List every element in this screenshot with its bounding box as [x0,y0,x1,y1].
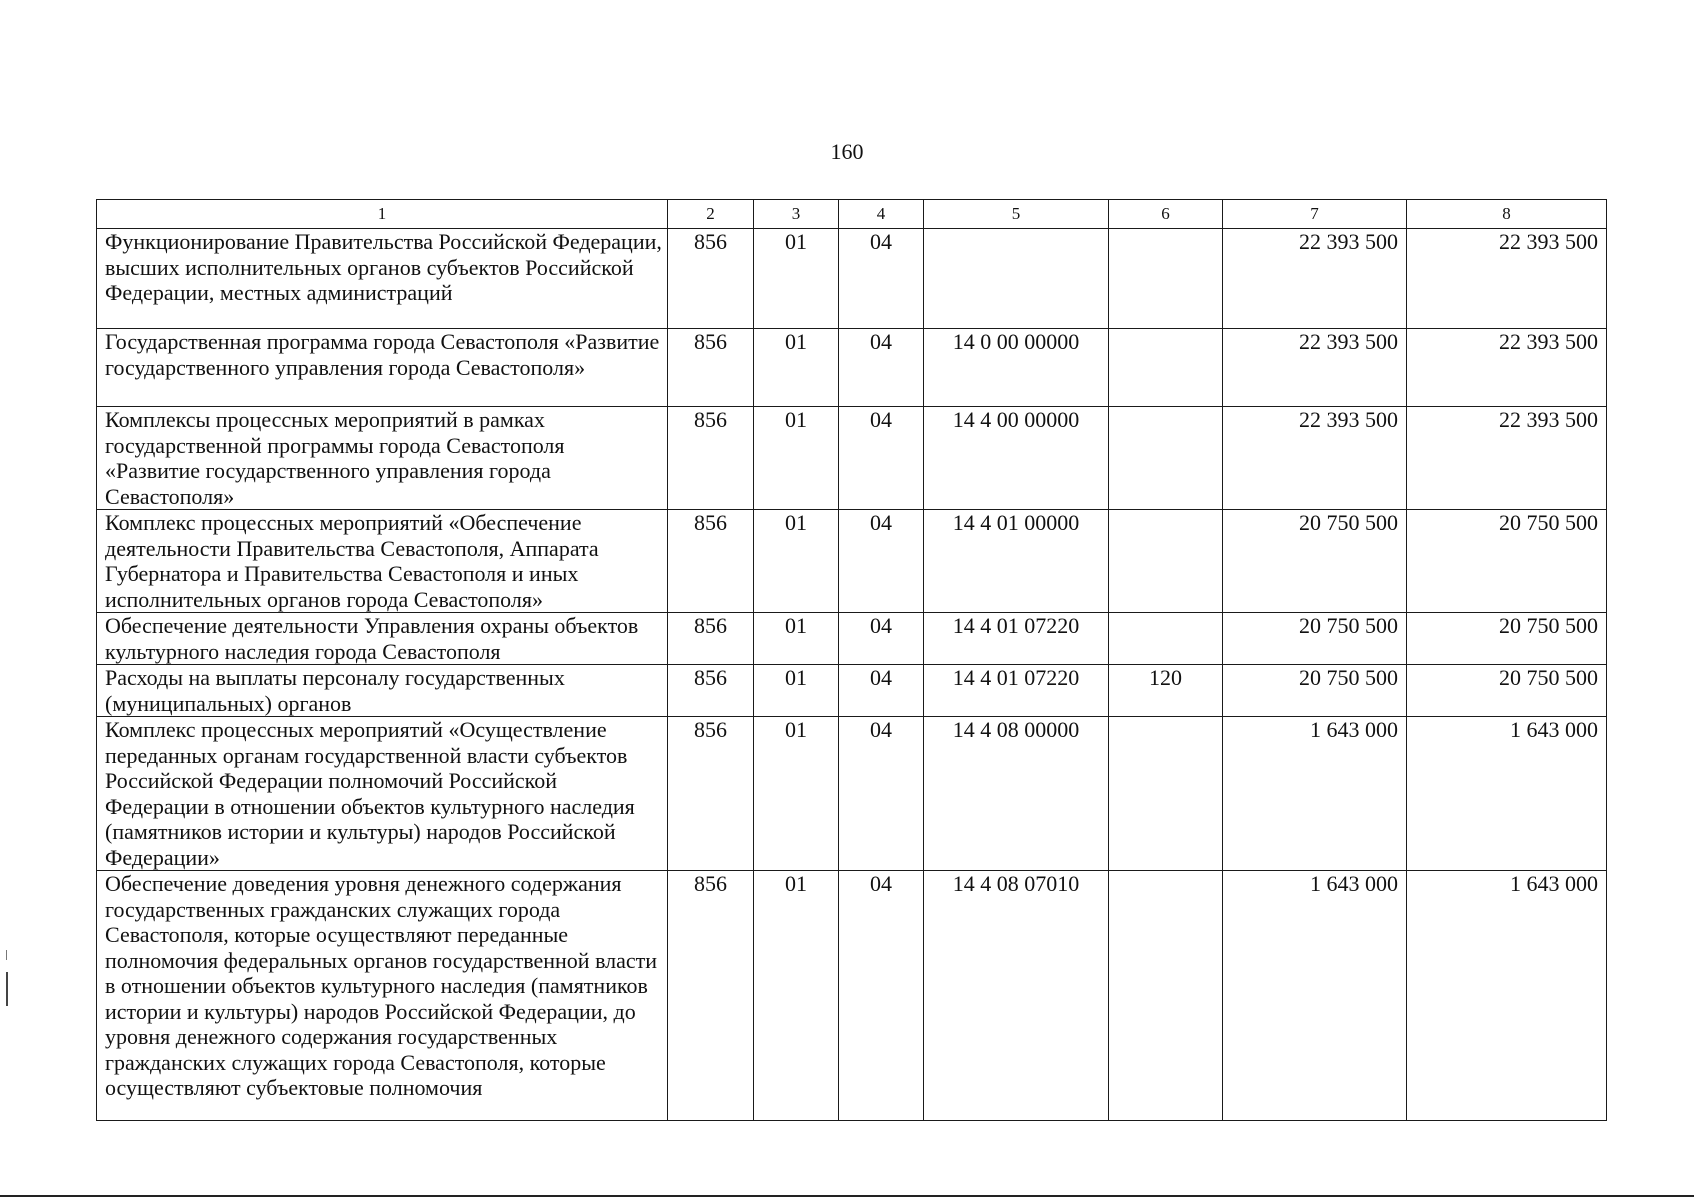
row-code-3: 01 [754,871,839,1121]
row-code-2: 856 [668,665,754,717]
row-amount-7: 22 393 500 [1223,329,1407,407]
table-header-row [97,200,1607,229]
table-row [97,510,1607,613]
row-amount-8: 20 750 500 [1407,665,1607,717]
row-code-4: 04 [839,871,924,1121]
row-code-6: 120 [1109,665,1223,717]
row-code-4: 04 [839,717,924,871]
row-amount-8: 22 393 500 [1407,329,1607,407]
row-code-3: 01 [754,665,839,717]
row-amount-8: 1 643 000 [1407,871,1607,1121]
row-code-3: 01 [754,510,839,613]
row-name: Комплекс процессных мероприятий «Обеспечение деятельности Правительства Севастополя, Аппарата Губернатора и Правительства Севастополя и иных исполнительных органов города Севастополя» [97,510,668,613]
row-code-5: 14 4 00 00000 [924,407,1109,510]
row-amount-8: 1 643 000 [1407,717,1607,871]
row-code-6 [1109,329,1223,407]
column-header-3: 3 [754,200,839,229]
row-amount-8: 20 750 500 [1407,613,1607,665]
row-code-4: 04 [839,407,924,510]
table-row [97,871,1607,1121]
row-amount-8: 22 393 500 [1407,407,1607,510]
table-row [97,329,1607,407]
row-code-5: 14 4 01 00000 [924,510,1109,613]
row-amount-7: 22 393 500 [1223,407,1407,510]
row-code-6 [1109,717,1223,871]
row-amount-8: 22 393 500 [1407,229,1607,329]
row-code-5: 14 4 08 00000 [924,717,1109,871]
row-code-2: 856 [668,510,754,613]
page-bottom-rule [0,1195,1694,1197]
row-code-4: 04 [839,665,924,717]
row-code-6 [1109,613,1223,665]
row-code-2: 856 [668,407,754,510]
row-code-3: 01 [754,407,839,510]
row-amount-7: 20 750 500 [1223,510,1407,613]
row-name: Обеспечение доведения уровня денежного содержания государственных гражданских служащих города Севастополя, которые осуществляют переданные полномочия федеральных органов государственной власти в отношении объектов культурного наследия (памятников истории и культуры) народов Российской Федерации, до уровня денежного содержания государственных гражданских служащих города Севастополя, которые осуществляют субъектовые полномочия [97,871,668,1121]
row-code-4: 04 [839,229,924,329]
row-code-4: 04 [839,613,924,665]
row-name: Комплексы процессных мероприятий в рамках государственной программы города Севастополя «Развитие государственного управления города Севастополя» [97,407,668,510]
row-code-3: 01 [754,717,839,871]
row-code-6 [1109,510,1223,613]
row-name: Обеспечение деятельности Управления охраны объектов культурного наследия города Севастополя [97,613,668,665]
row-code-4: 04 [839,510,924,613]
row-name: Государственная программа города Севастополя «Развитие государственного управления города Севастополя» [97,329,668,407]
column-header-7: 7 [1223,200,1407,229]
row-code-4: 04 [839,329,924,407]
row-code-2: 856 [668,871,754,1121]
row-amount-7: 22 393 500 [1223,229,1407,329]
row-code-6 [1109,407,1223,510]
row-code-3: 01 [754,613,839,665]
row-name: Расходы на выплаты персоналу государственных (муниципальных) органов [97,665,668,717]
row-code-5: 14 4 01 07220 [924,665,1109,717]
row-code-2: 856 [668,717,754,871]
table-row [97,229,1607,329]
row-code-5 [924,229,1109,329]
row-code-2: 856 [668,613,754,665]
table-row [97,613,1607,665]
column-header-2: 2 [668,200,754,229]
row-code-2: 856 [668,329,754,407]
row-code-3: 01 [754,329,839,407]
scan-margin-mark [6,972,8,1006]
budget-table [96,199,1607,1121]
column-header-4: 4 [839,200,924,229]
column-header-5: 5 [924,200,1109,229]
row-code-3: 01 [754,229,839,329]
row-name: Функционирование Правительства Российской Федерации, высших исполнительных органов субъектов Российской Федерации, местных администраций [97,229,668,329]
row-amount-7: 20 750 500 [1223,665,1407,717]
row-code-5: 14 0 00 00000 [924,329,1109,407]
table-row [97,665,1607,717]
row-code-6 [1109,871,1223,1121]
row-code-5: 14 4 08 07010 [924,871,1109,1121]
row-name: Комплекс процессных мероприятий «Осуществление переданных органам государственной власти субъектов Российской Федерации полномочий Российской Федерации в отношении объектов культурного наследия (памятников истории и культуры) народов Российской Федерации» [97,717,668,871]
row-amount-8: 20 750 500 [1407,510,1607,613]
table-row [97,717,1607,871]
column-header-8: 8 [1407,200,1607,229]
column-header-6: 6 [1109,200,1223,229]
column-header-1: 1 [97,200,668,229]
page-number: 160 [830,139,864,164]
scan-margin-mark [6,950,7,960]
row-amount-7: 1 643 000 [1223,871,1407,1121]
row-code-2: 856 [668,229,754,329]
row-code-5: 14 4 01 07220 [924,613,1109,665]
row-amount-7: 1 643 000 [1223,717,1407,871]
row-code-6 [1109,229,1223,329]
table-row [97,407,1607,510]
row-amount-7: 20 750 500 [1223,613,1407,665]
